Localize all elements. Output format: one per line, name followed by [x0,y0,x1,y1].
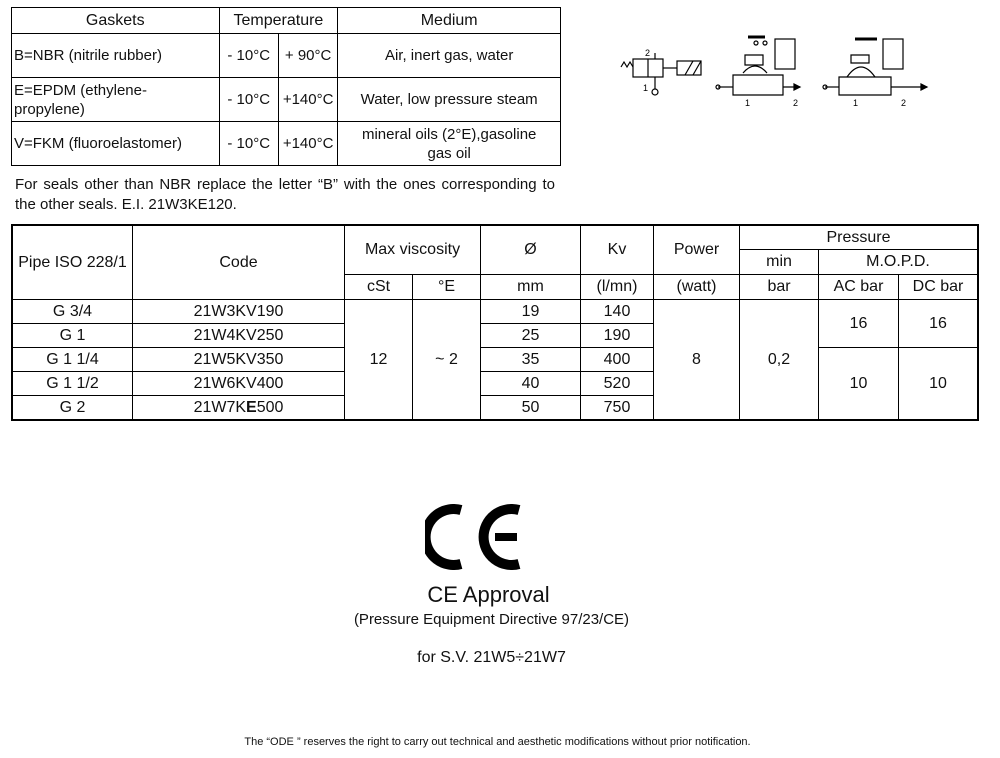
power-header: Power [654,225,740,275]
ce-directive-text: (Pressure Equipment Directive 97/23/CE) [353,611,630,628]
valve-closed-icon [716,37,800,108]
cst-unit: cSt [345,275,413,300]
ac-bar-value: 10 [819,348,899,421]
gasket-cell: B=NBR (nitrile rubber) [12,34,220,78]
pipe-cell: G 3/4 [12,300,133,324]
diameter-header: Ø [481,225,581,275]
port-label: 1 [643,83,649,93]
disclaimer-text: The “ODE ” reserves the right to carry out technical and aesthetic modifications without prior notification. [244,736,751,748]
kv-header: Kv [581,225,654,275]
gasket-cell: V=FKM (fluoroelastomer) [12,122,220,166]
min-header: min [740,250,819,275]
kv-cell: 400 [581,348,654,372]
pipe-cell: G 1 [12,324,133,348]
code-header: Code [133,225,345,300]
degE-value: ~ 2 [413,300,481,421]
kv-cell: 520 [581,372,654,396]
mm-cell: 25 [481,324,581,348]
mm-cell: 35 [481,348,581,372]
power-unit: (watt) [654,275,740,300]
mm-cell: 19 [481,300,581,324]
valve-symbols-diagram [615,33,945,113]
code-cell: 21W7KE500 [133,396,345,421]
kv-unit: (l/mn) [581,275,654,300]
gaskets-table [11,7,561,166]
port-label: 2 [901,98,907,108]
degE-unit: °E [413,275,481,300]
gasket-cell: E=EPDM (ethylene-propylene) [12,78,220,122]
ce-models-text: for S.V. 21W5÷21W7 [417,649,566,666]
medium-cell: Air, inert gas, water [338,34,561,78]
mm-cell: 40 [481,372,581,396]
ac-bar-value: 16 [819,300,899,348]
solenoid-symbol-icon [621,48,701,95]
kv-cell: 190 [581,324,654,348]
min-bar-value: 0,2 [740,300,819,421]
code-cell: 21W5KV350 [133,348,345,372]
ce-mark-logo [425,504,525,570]
port-label: 1 [745,98,751,108]
pressure-header: Pressure [740,225,979,250]
temp-min-cell: - 10°C [219,34,278,78]
medium-cell: Water, low pressure steam [338,78,561,122]
pipe-cell: G 1 1/2 [12,372,133,396]
code-cell: 21W4KV250 [133,324,345,348]
temp-max-cell: +140°C [278,78,337,122]
ac-unit: AC bar [819,275,899,300]
dc-bar-value: 10 [899,348,979,421]
pipe-header: Pipe ISO 228/1 [12,225,133,300]
mm-cell: 50 [481,396,581,421]
spec-table [11,224,979,421]
medium-cell: mineral oils (2°E),gasoline gas oil [338,122,561,166]
port-label: 2 [645,48,651,58]
medium-header: Medium [338,8,561,34]
kv-cell: 140 [581,300,654,324]
pipe-cell: G 2 [12,396,133,421]
min-unit: bar [740,275,819,300]
mm-unit: mm [481,275,581,300]
port-label: 2 [793,98,799,108]
dc-unit: DC bar [899,275,979,300]
kv-cell: 750 [581,396,654,421]
code-cell: 21W3KV190 [133,300,345,324]
code-cell: 21W6KV400 [133,372,345,396]
gaskets-header: Gaskets [12,8,220,34]
ce-approval-title: CE Approval [427,582,550,607]
pipe-cell: G 1 1/4 [12,348,133,372]
port-label: 1 [853,98,859,108]
temp-min-cell: - 10°C [219,78,278,122]
temp-max-cell: +140°C [278,122,337,166]
temp-min-cell: - 10°C [219,122,278,166]
dc-bar-value: 16 [899,300,979,348]
temperature-header: Temperature [219,8,338,34]
cst-value: 12 [345,300,413,421]
seals-note: For seals other than NBR replace the letter “B” with the ones corresponding to the other seals. E.I. 21W3KE120. [15,176,555,213]
mopd-header: M.O.P.D. [819,250,979,275]
valve-open-icon [823,39,927,108]
temp-max-cell: + 90°C [278,34,337,78]
power-value: 8 [654,300,740,421]
max-viscosity-header: Max viscosity [345,225,481,275]
